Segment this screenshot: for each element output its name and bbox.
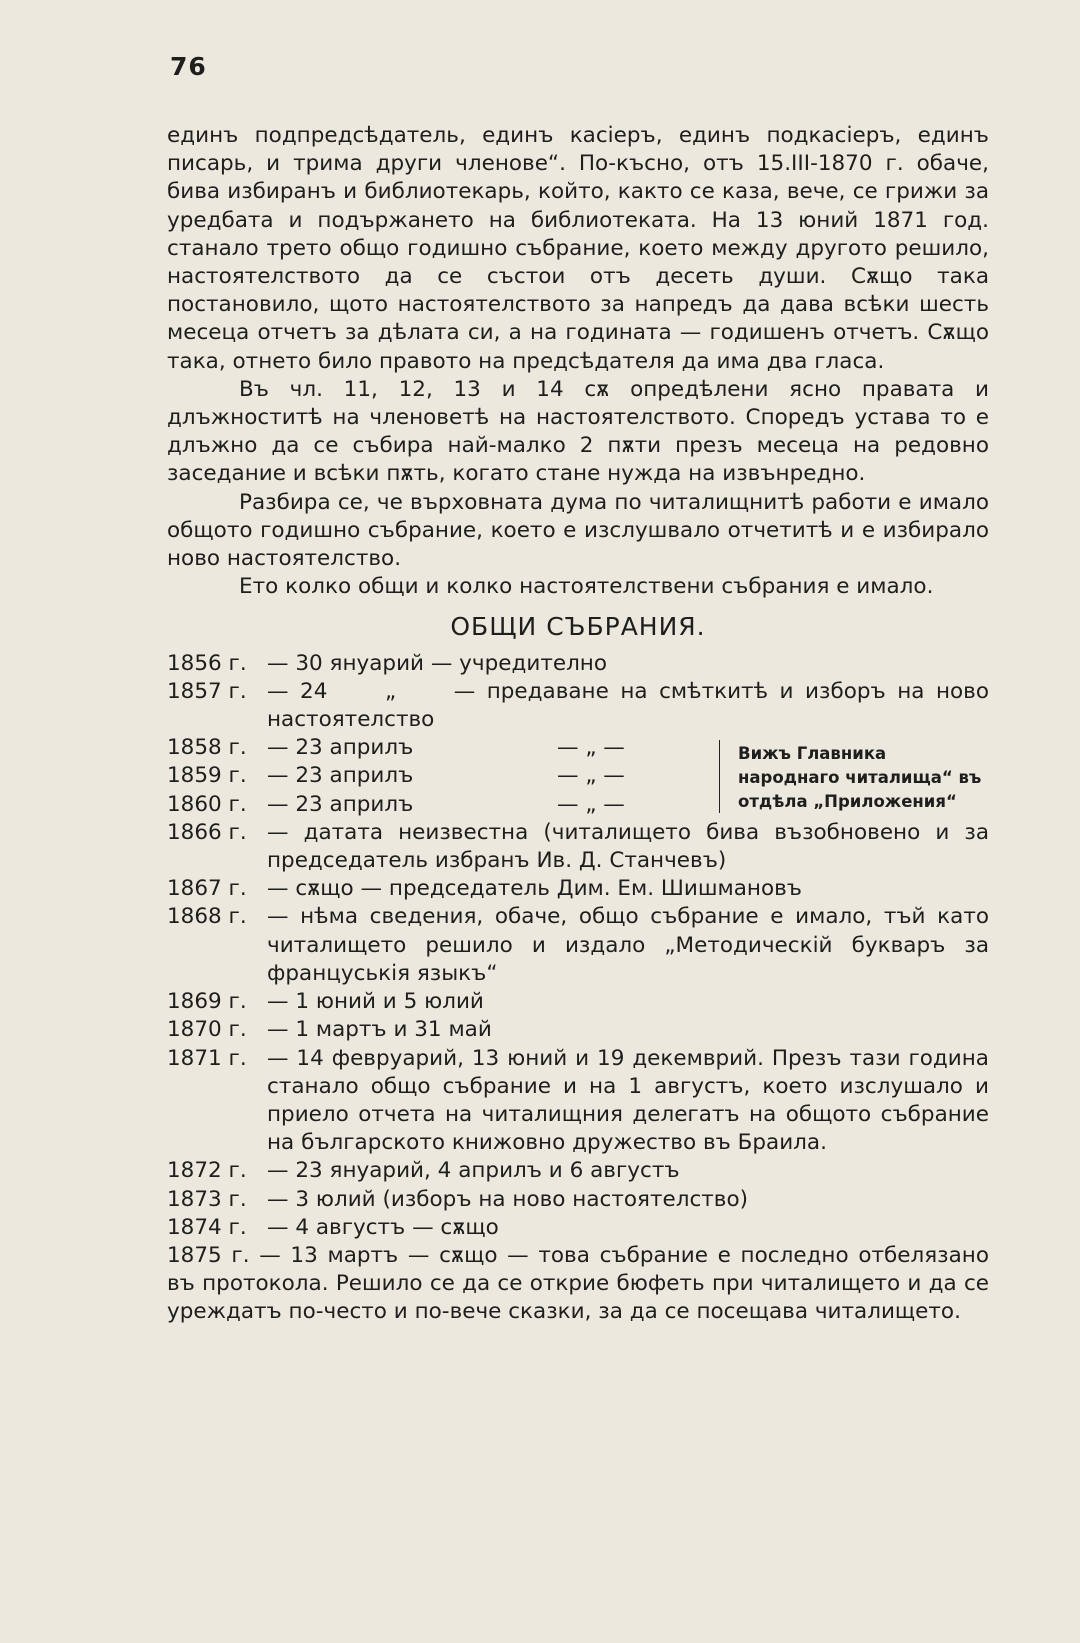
paragraph: единъ подпредсѣдатель, единъ касіеръ, единъ подкасіеръ, единъ писарь, и трима други членове“. По-късно, отъ 15.III-1870 г. обаче, бива избиранъ и библиотекарь, който, както се каза, вече, се грижи за уредбата и подържането на библиотеката. На 13 юний 1871 год. станало трето общо годишно събрание, което между другото решило, настоятелството да се състои отъ десеть души. Сѫщо така постановило, щото настоятелството за напредъ да дава всѣки шесть месеца отчетъ за дѣлата си, а на годината — годишенъ отчетъ. Сѫщо така, отнето било правото на предсѣдателя да има два гласа.	[167, 123, 989, 374]
entry-text: — 23 априлъ	[267, 791, 414, 817]
side-note: Вижъ Главника народнаго читалища“ въ отдѣла „Приложения“	[738, 744, 982, 812]
entry-text: — 3 юлий (изборъ на ново настоятелство)	[267, 1186, 748, 1212]
entry-year: 1858 г.	[167, 735, 247, 761]
entry-text: — 23 априлъ	[267, 763, 414, 789]
ditto-mark: — „ —	[557, 763, 625, 789]
entry-year: 1871 г.	[167, 1045, 247, 1071]
grouped-entries	[167, 734, 989, 819]
entry-text: — 24 „ — предаване на смѣткитѣ и изборъ на ново настоятелство	[267, 678, 996, 733]
last-entry: 1875 г. — 13 мартъ — сѫщо — това събрание е последно отбелязано въ протокола. Решило се да се открие бюфеть при читалището и да се уреждатъ по-често и по-вече сказки, за да се посещава читалището.	[167, 1242, 989, 1325]
paragraph: Ето колко общи и колко настоятелствени събрания е имало.	[239, 574, 934, 600]
entry-year: 1870 г.	[167, 1017, 247, 1043]
entry-year: 1874 г.	[167, 1214, 247, 1240]
entry-year: 1873 г.	[167, 1186, 247, 1212]
list-item	[167, 762, 713, 790]
entry-text: — 4 августъ — сѫщо	[267, 1214, 499, 1240]
entry-text: — 23 януарий, 4 априлъ и 6 августъ	[267, 1158, 680, 1184]
ditto-mark: — „ —	[557, 735, 625, 761]
grouped-entries-list	[167, 734, 713, 819]
paragraph: Разбира се, че върховната дума по читалищнитѣ работи е имало общото годишно събрание, което е изслушвало отчетитѣ и е избирало ново настоятелство.	[167, 489, 989, 572]
list-item	[167, 875, 989, 903]
entry-text: — датата неизвестна (читалището бива възобновено и за председатель избранъ Ив. Д. Станчевъ)	[267, 819, 989, 874]
entry-year: 1860 г.	[167, 791, 247, 817]
list-item	[167, 1214, 989, 1242]
section-title: ОБЩИ СЪБРАНИЯ.	[450, 612, 706, 642]
entry-year: 1867 г.	[167, 876, 247, 902]
list-item	[167, 678, 996, 734]
entry-text: — 23 априлъ	[267, 735, 414, 761]
list-item	[167, 819, 989, 875]
list-item	[167, 1016, 989, 1044]
list-item	[167, 734, 713, 762]
entry-year: 1866 г.	[167, 819, 247, 845]
list-item	[167, 1186, 989, 1214]
body-text	[167, 122, 996, 1327]
entry-text: — 1 юний и 5 юлий	[267, 989, 484, 1015]
entry-year: 1868 г.	[167, 904, 247, 930]
entry-year: 1856 г.	[167, 650, 247, 676]
entry-year: 1857 г.	[167, 678, 247, 704]
entry-text: — сѫщо — председатель Дим. Ем. Шишмановъ	[267, 876, 803, 902]
entry-text: — 30 януарий — учредително	[267, 650, 608, 676]
entry-year: 1859 г.	[167, 763, 247, 789]
entry-text: — нѣма сведения, обаче, общо събрание е имало, тъй като читалището решило и издало „Методическій букваръ за француськія языкъ“	[267, 904, 989, 986]
list-item	[167, 988, 989, 1016]
list-item	[167, 1157, 989, 1185]
paragraph: Въ чл. 11, 12, 13 и 14 сѫ опредѣлени ясно правата и длъжноститѣ на членоветѣ на настоятелството. Споредъ устава то е длъжно да се събира най-малко 2 пѫти презъ месеца на редовно заседание и всѣки пѫть, когато стане нужда на извънредно.	[167, 376, 989, 487]
list-item	[167, 650, 989, 678]
page-number: 76	[170, 52, 207, 81]
list-item	[167, 1045, 989, 1158]
entry-text: — 14 февруарий, 13 юний и 19 декемврий. Презъ тази година станало общо събрание и на 1 августъ, което изслушало и приело отчета на читалищния делегатъ на общото събрание на българското книжовно дружество въ Браила.	[267, 1045, 989, 1156]
entry-year: 1869 г.	[167, 989, 247, 1015]
list-item	[167, 903, 989, 988]
entry-year: 1872 г.	[167, 1158, 247, 1184]
ditto-mark: — „ —	[557, 791, 625, 817]
entry-text: — 1 мартъ и 31 май	[267, 1017, 492, 1043]
bracket	[719, 740, 730, 813]
list-item	[167, 791, 713, 819]
